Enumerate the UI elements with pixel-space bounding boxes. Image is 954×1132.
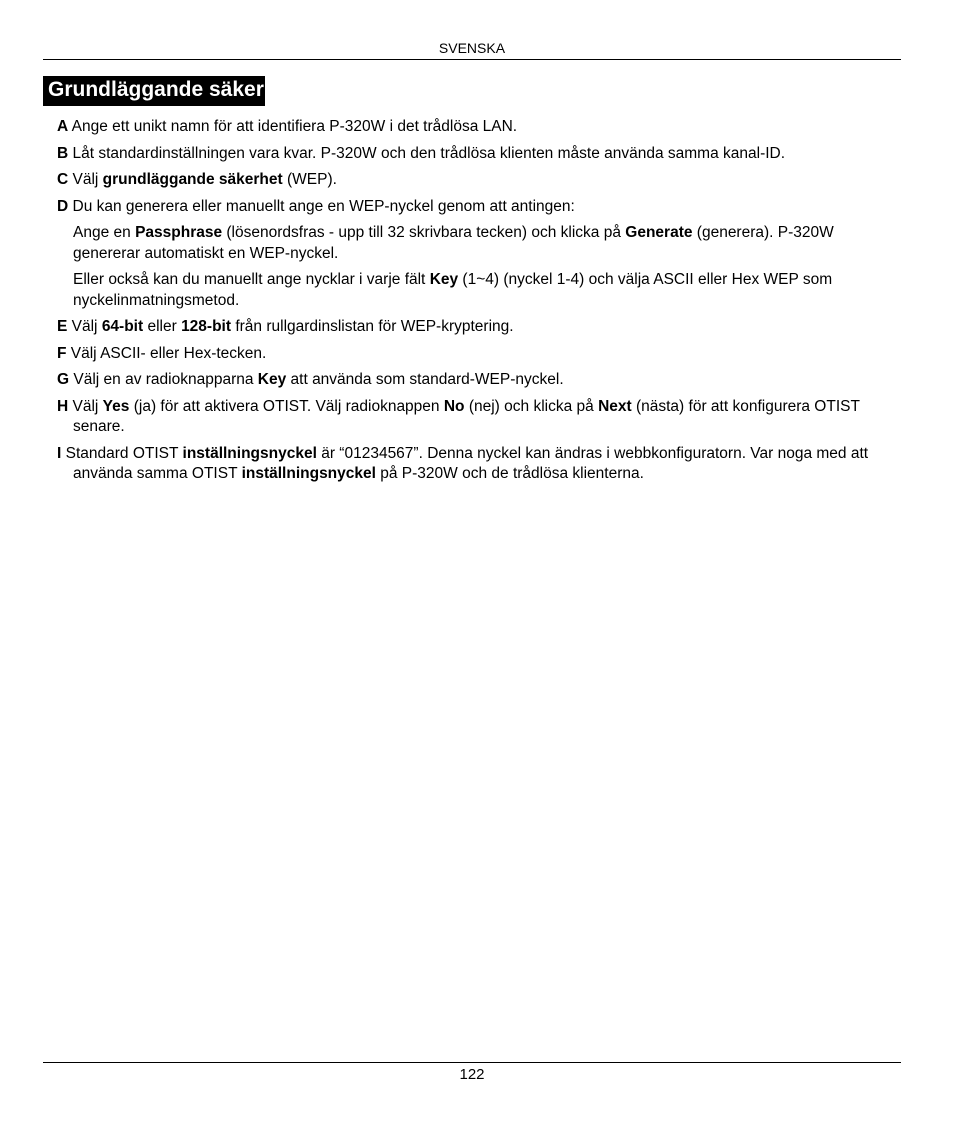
bold-term: Key xyxy=(429,271,459,288)
text-run: eller xyxy=(143,318,182,335)
step-b xyxy=(57,144,897,165)
bold-term: 64-bit xyxy=(101,318,144,335)
step-c xyxy=(57,170,897,191)
bold-term: grundläggande säkerhet xyxy=(102,171,283,188)
running-header: SVENSKA xyxy=(438,40,506,56)
text-run: Välj en av radioknapparna xyxy=(73,371,258,388)
step-d xyxy=(57,197,897,218)
sub-item xyxy=(73,270,897,311)
step-letter: C xyxy=(57,171,69,188)
text-run: Välj xyxy=(72,397,103,415)
step-a xyxy=(57,117,897,138)
bold-term: Key xyxy=(257,371,287,388)
text-run: på P-320W och de trådlösa klienterna. xyxy=(375,465,644,482)
steps-group-b xyxy=(57,317,897,485)
step-letter: E xyxy=(57,318,68,335)
step-letter: F xyxy=(57,344,67,362)
text-run: Ange ett unikt namn för att identifiera P-320W i det trådlösa LAN. xyxy=(71,118,518,135)
sub-item xyxy=(73,223,897,264)
bold-term: Generate xyxy=(625,224,693,241)
text-run: att använda som standard-WEP-nyckel. xyxy=(286,371,564,388)
bold-term: inställningsnyckel xyxy=(241,465,376,482)
step-letter: B xyxy=(57,144,69,162)
text-run: Eller också kan du manuellt ange nycklar i varje fält xyxy=(73,271,430,288)
step-f xyxy=(57,344,897,365)
text-run: Välj xyxy=(71,318,102,335)
text-run: Låt standardinställningen vara kvar. P-320W och den trådlösa klienten måste använda samma kanal-ID. xyxy=(72,144,786,162)
text-run: (generera). P-320W genererar automatiskt en WEP-nyckel. xyxy=(73,224,834,262)
text-run: från rullgardinslistan för WEP-kryptering. xyxy=(231,318,514,335)
text-run: (1~4) (nyckel 1-4) och välja ASCII eller Hex WEP som nyckelinmatningsmetod. xyxy=(73,271,833,309)
bold-term: inställningsnyckel xyxy=(182,444,317,462)
bold-term: No xyxy=(443,397,465,415)
text-run: (lösenordsfras - upp till 32 skrivbara tecken) och klicka på xyxy=(222,224,626,241)
text-run: Ange en xyxy=(73,224,136,241)
header-rule xyxy=(43,59,901,60)
step-e xyxy=(57,317,897,338)
text-run: Välj xyxy=(72,171,103,188)
text-run: (nej) och klicka på xyxy=(464,397,599,415)
step-letter: G xyxy=(57,371,70,388)
steps-group-a xyxy=(57,117,897,217)
step-letter: I xyxy=(57,444,62,462)
text-run: (nästa) för att konfigurera OTIST senare. xyxy=(73,397,860,435)
text-run: Välj ASCII- eller Hex-tecken. xyxy=(70,344,267,362)
text-run: är “01234567”. Denna nyckel kan ändras i webbkonfiguratorn. Var noga med att använda samma OTIST xyxy=(73,444,869,482)
text-run: Standard OTIST xyxy=(65,444,183,462)
text-run: (WEP). xyxy=(282,171,337,188)
sub-items-group xyxy=(57,223,897,311)
page-number: 122 xyxy=(459,1066,485,1083)
bold-term: Passphrase xyxy=(135,224,223,241)
steps-list xyxy=(57,117,897,491)
bold-term: Next xyxy=(598,397,632,415)
step-letter: D xyxy=(57,197,69,215)
step-letter: A xyxy=(57,118,69,135)
bold-term: Yes xyxy=(102,397,130,415)
text-run: (ja) för att aktivera OTIST. Välj radioknappen xyxy=(129,397,444,415)
step-h xyxy=(57,397,897,438)
text-run: Du kan generera eller manuellt ange en WEP-nyckel genom att antingen: xyxy=(72,197,575,215)
step-i xyxy=(57,444,897,485)
section-title: Grundläggande säker xyxy=(43,76,265,106)
footer-rule xyxy=(43,1062,901,1063)
step-g xyxy=(57,370,897,391)
step-letter: H xyxy=(57,397,69,415)
bold-term: 128-bit xyxy=(181,318,232,335)
